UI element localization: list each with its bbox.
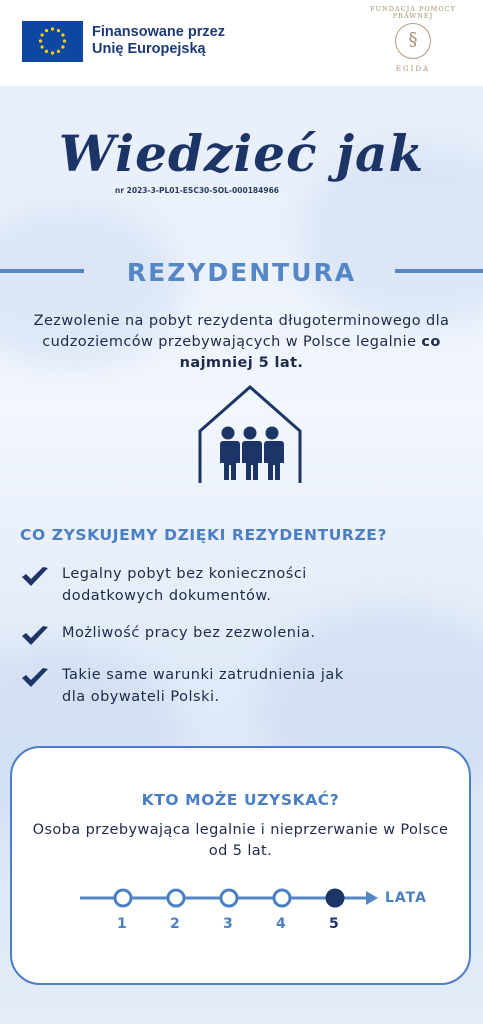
timeline-node <box>168 890 184 906</box>
timeline-step-label: 3 <box>223 916 233 932</box>
timeline-step-label: 1 <box>117 916 127 932</box>
years-timeline <box>78 884 458 934</box>
timeline-arrow-icon <box>366 891 378 905</box>
eu-funding-line2: Unię Europejską <box>92 41 206 57</box>
benefit-item <box>20 563 460 609</box>
timeline-node <box>115 890 131 906</box>
eu-flag-icon <box>22 21 83 62</box>
egida-logo <box>366 6 460 82</box>
house-people-icon <box>197 384 303 484</box>
benefit-line: dla obywateli Polski. <box>62 689 220 705</box>
description-text: Zezwolenie na pobyt rezydenta długoterminowego dla cudzoziemców przebywających w Polsce legalnie <box>33 313 450 350</box>
section-title: REZYDENTURA <box>126 258 357 287</box>
eligibility-title: KTO MOŻE UZYSKAĆ? <box>141 791 340 809</box>
egida-name: EGIDA <box>395 65 431 73</box>
timeline-unit-label: LATA <box>385 890 427 906</box>
benefit-item <box>20 622 460 648</box>
timeline-node <box>327 890 343 906</box>
checkmark-icon <box>20 565 50 589</box>
timeline-track <box>78 888 378 908</box>
benefit-line: dodatkowych dokumentów. <box>62 588 272 604</box>
eu-funding-text <box>92 24 225 58</box>
egida-foundation-text: FUNDACJA POMOCY PRAWNEJ <box>370 5 456 20</box>
paragraph-icon: § <box>395 23 431 59</box>
divider-right <box>395 269 483 273</box>
timeline-node <box>274 890 290 906</box>
eligibility-text: Osoba przebywająca legalnie i nieprzerwanie w Polsce od 5 lat. <box>32 822 449 859</box>
benefits-title: CO ZYSKUJEMY DZIĘKI REZYDENTURZE? <box>20 526 388 544</box>
timeline-node <box>221 890 237 906</box>
eligibility-card <box>10 746 471 985</box>
checkmark-icon <box>20 666 50 690</box>
timeline-step-label: 5 <box>329 916 339 932</box>
benefit-line: Możliwość pracy bez zezwolenia. <box>62 625 316 641</box>
header <box>0 0 483 86</box>
benefit-line: Legalny pobyt bez konieczności <box>62 566 307 582</box>
timeline-step-label: 2 <box>170 916 180 932</box>
timeline-step-label: 4 <box>276 916 286 932</box>
benefit-line: Takie same warunki zatrudnienia jak <box>62 667 344 683</box>
benefit-item <box>20 664 460 710</box>
grant-number: nr 2023-3-PL01-ESC30-SOL-000184966 <box>115 186 280 195</box>
eu-funding-line1: Finansowane przez <box>92 24 225 40</box>
description-bold: co najmniej 5 lat. <box>179 334 441 371</box>
page-title: Wiedzieć jak <box>58 124 425 183</box>
description <box>12 311 471 374</box>
checkmark-icon <box>20 624 50 648</box>
